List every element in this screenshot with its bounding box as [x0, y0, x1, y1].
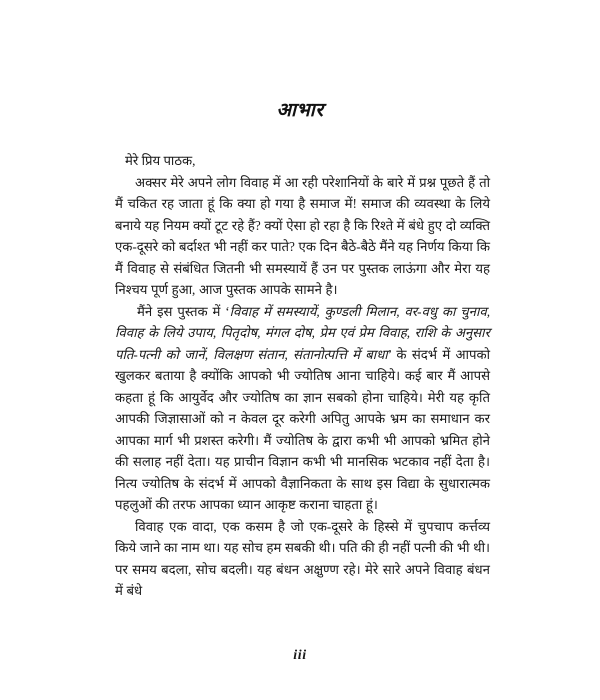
salutation-line: मेरे प्रिय पाठक,	[125, 153, 196, 168]
paragraph-2-lead: मैंने इस पुस्तक में ‘	[137, 303, 230, 319]
page-title: आभार	[276, 100, 324, 121]
quoted-topics-list: विवाह में समस्यायें, कुण्डली मिलान, वर-वधु का चुनाव, विवाह के लिये उपाय, पितृदोष, मंगल दोष, प्रेम एवं प्रेम विवाह, राशि के अनुसार पति-पत्नी को जानें, विलक्षण संतान, संतानोत्पत्ति में बाधा	[115, 303, 491, 362]
body-text-block	[115, 150, 490, 602]
paragraph-1: अक्सर मेरे अपने लोग विवाह में आ रही परेशानियों के बारे में प्रश्न पूछते हैं तो मैं चकित रह जाता हूं कि क्या हो गया है समाज में! समाज की व्यवस्था के लिये बनाये यह नियम क्यों टूट रहे हैं? क्यों ऐसा हो रहा है कि रिश्ते में बंधे हुए दो व्यक्ति एक-दूसरे को बर्दाश्त भी नहीं कर पाते? एक दिन बैठे-बैठे मैंने यह निर्णय किया कि मैं विवाह से संबंधित जितनी भी समस्यायें हैं उन पर पुस्तक लाऊंगा और मेरा यह निश्चय पूर्ण हुआ, आज पुस्तक आपके सामने है।	[115, 174, 490, 297]
paragraph-2-tail: ’ के संदर्भ में आपको खुलकर बताया है क्योंकि आपको भी ज्योतिष आना चाहिये। कई बार मैं आपसे कहता हूं कि आयुर्वेद और ज्योतिष का ज्ञान सबको होना चाहिये। मेरी यह कृति आपकी जिज्ञासाओं को न केवल दूर करेगी अपितु आपके भ्रम का समाधान कर आपका मार्ग भी प्रशस्त करेगी। मैं ज्योतिष के द्वारा कभी भी आपको भ्रमित होने की सलाह नहीं देता। यह प्राचीन विज्ञान कभी भी मानसिक भटकाव नहीं देता है। नित्य ज्योतिष के संदर्भ में आपको वैज्ञानिकता के साथ इस विद्या के सुधारात्मक पहलुओं की तरफ आपका ध्यान आकृष्ट कराना चाहता हूं।	[115, 346, 491, 512]
paragraph-2	[115, 301, 490, 516]
paragraph-3: विवाह एक वादा, एक कसम है जो एक-दूसरे के हिस्से में चुपचाप कर्त्तव्य किये जाने का नाम था। यह सोच हम सबकी थी। पति की ही नहीं पत्नी की भी थी। पर समय बदला, सोच बदली। यह बंधन अक्षुण्ण रहे। मेरे सारे अपने विवाह बंधन में बंधे	[115, 518, 490, 598]
page-number: iii	[293, 648, 307, 663]
